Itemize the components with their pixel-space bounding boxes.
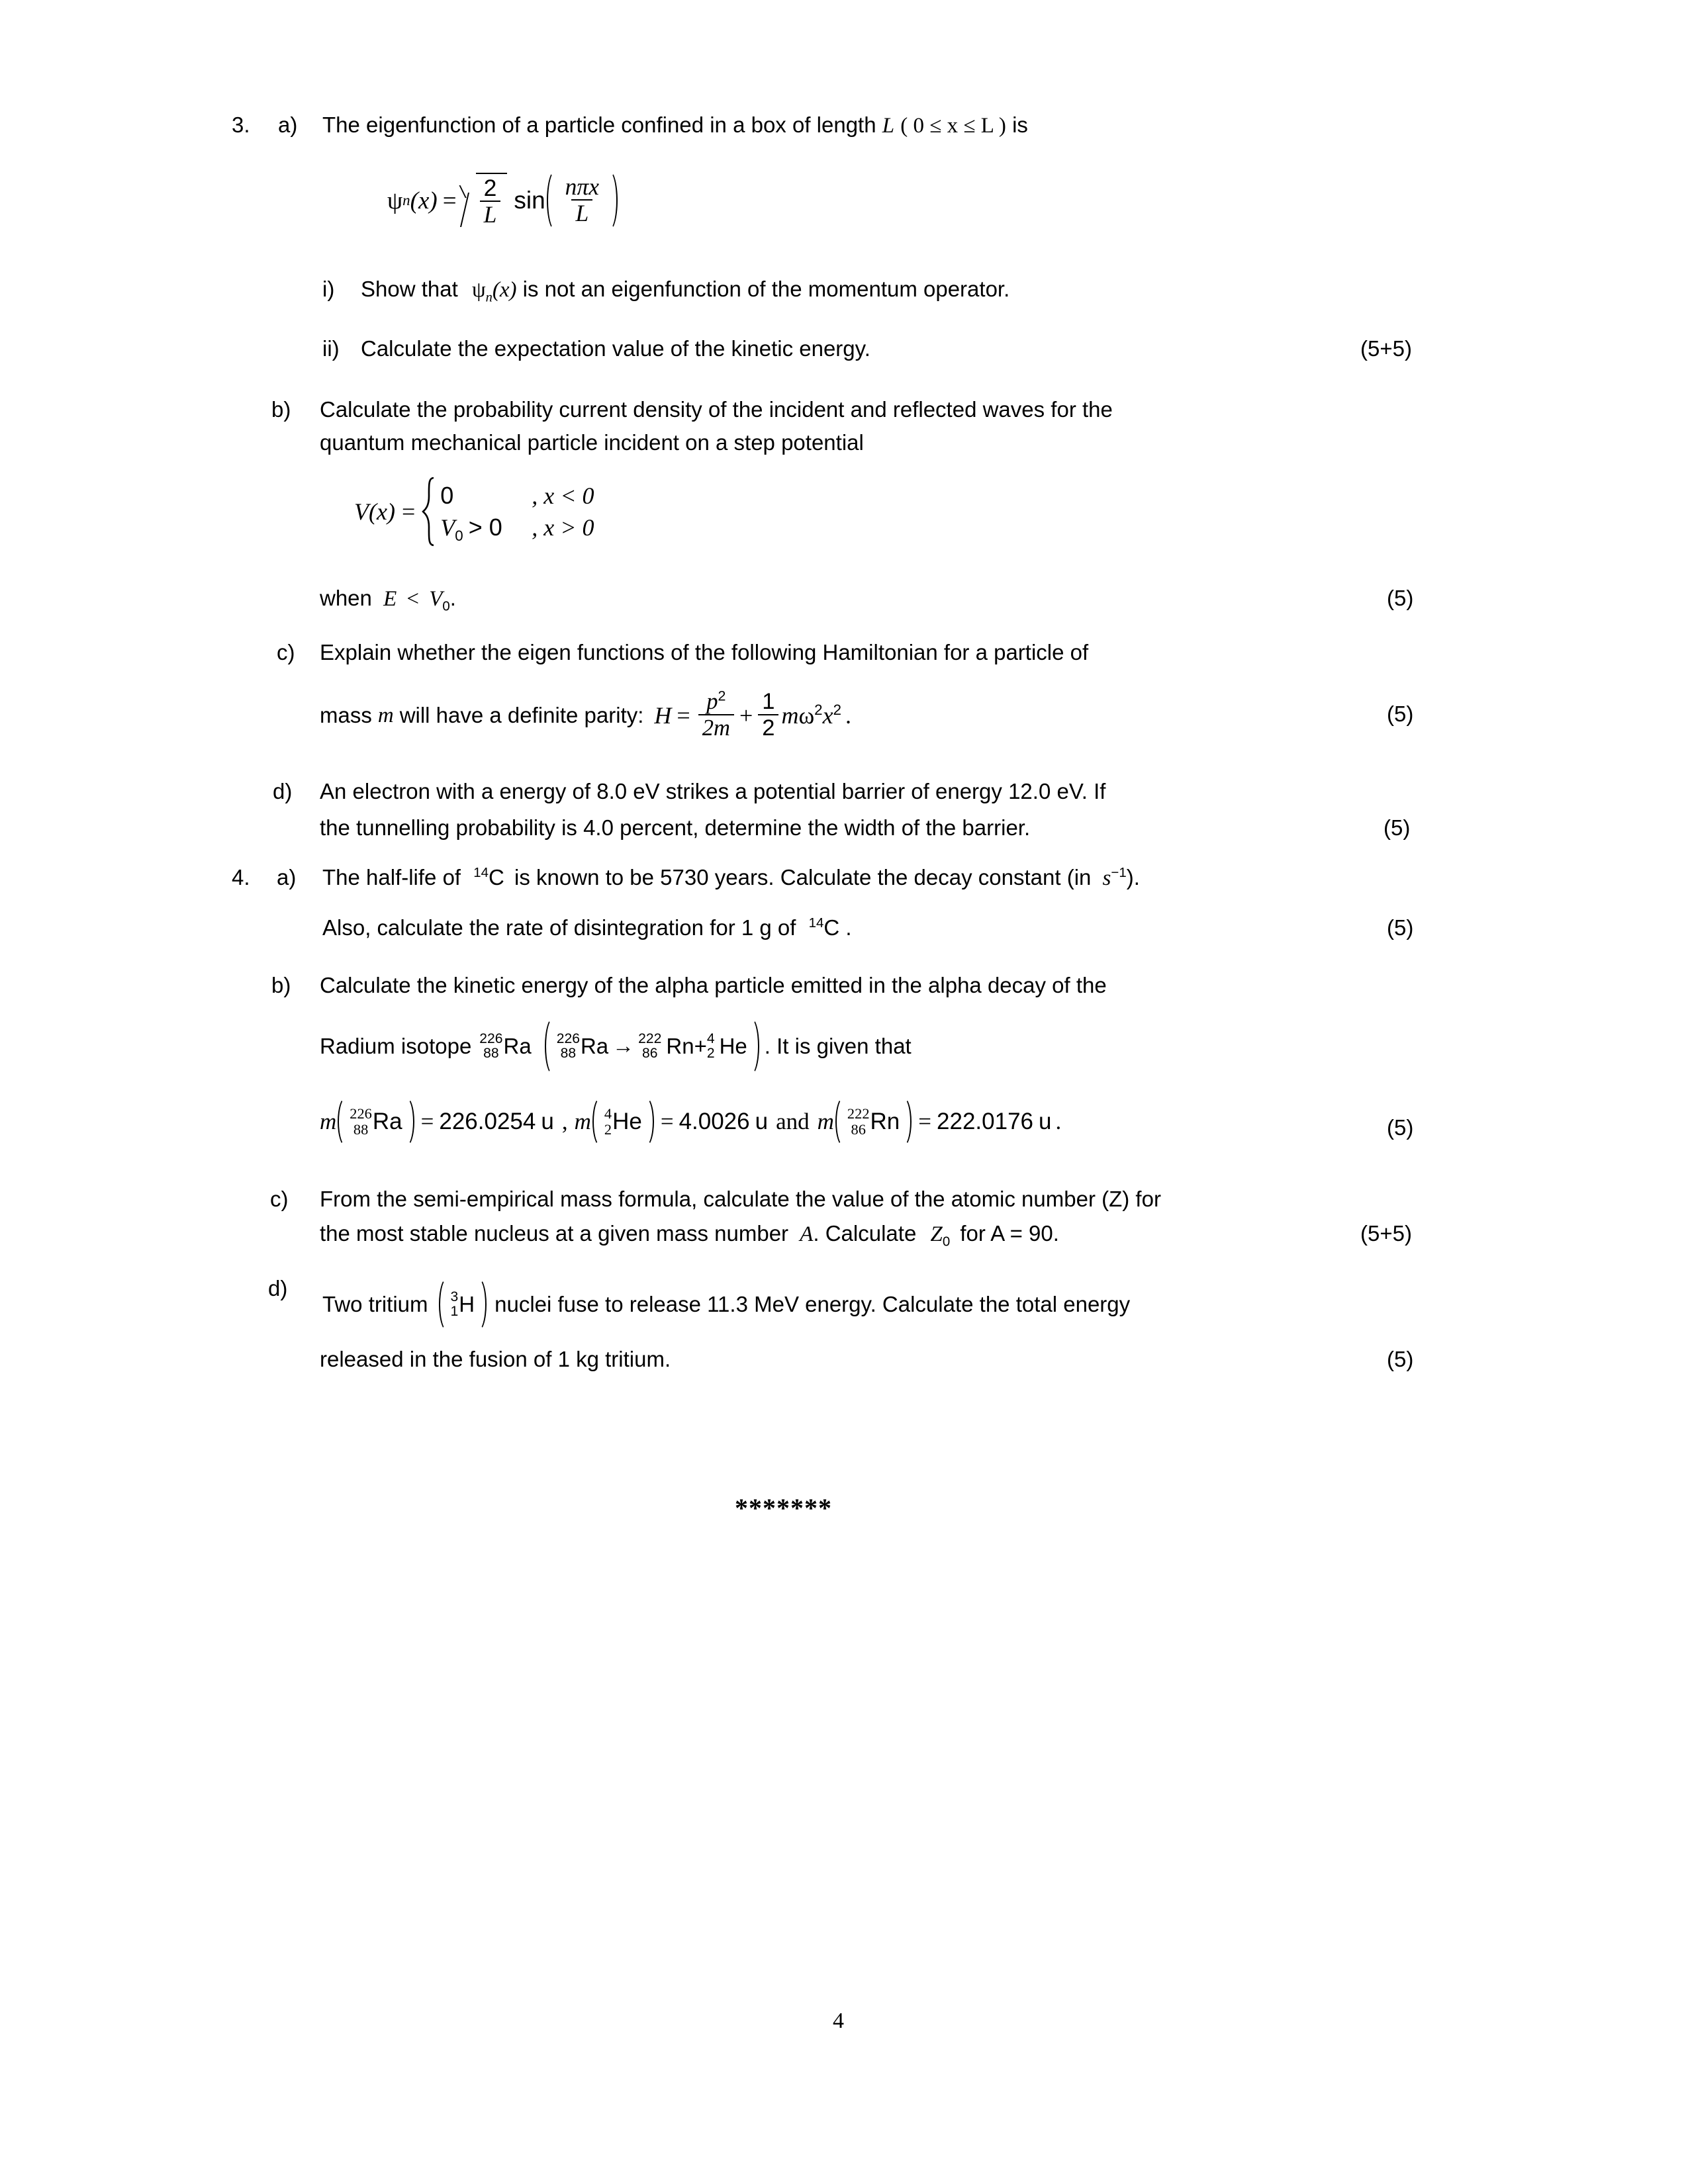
question-4-part-b-label: b)	[271, 973, 291, 997]
isotope-he-4-product: 4 2 He	[706, 1030, 747, 1061]
sin-function: sin	[514, 187, 545, 214]
fraction-npix-over-L: $\frac{\text{nπx}}{L}$	[565, 173, 599, 227]
question-3a-text	[322, 113, 1028, 138]
question-3-part-c-label: c)	[277, 640, 295, 664]
hamiltonian-formula: H = $\frac{p^2}{2m}$ + $\frac{1}{2}$ $m\omega^2x^2$ .	[654, 688, 851, 741]
question-4c-marks: (5+5)	[1360, 1221, 1412, 1246]
left-paren-icon	[545, 169, 556, 232]
question-3d-line1: An electron with a energy of 8.0 eV strikes a potential barrier of energy 12.0 eV. If	[320, 779, 1106, 803]
left-paren-icon	[543, 1016, 554, 1077]
left-paren-icon	[438, 1276, 448, 1333]
fraction-p2-over-2m: $\frac{p^2}{2m}$	[698, 690, 734, 741]
isotope-ra-226-mass: 226 88 Ra	[350, 1105, 402, 1138]
question-3-part-d-label: d)	[273, 779, 293, 803]
question-4c-line2: the most stable nucleus at a given mass number A. Calculate $Z_0$ for A = 90.	[320, 1221, 1059, 1250]
isotope-radium-226: 226 88 Ra	[479, 1030, 532, 1061]
Z-naught-symbol: Z	[930, 1222, 943, 1246]
question-3a-i-label: i)	[322, 277, 335, 301]
question-4a-line2: Also, calculate the rate of disintegration for 1 g of $^{14}$C .	[322, 915, 852, 940]
q4b-mass-values: m 226 88 Ra = 226.0254 u , m 4 2 He = 4.0026 u and m 222 86 Rn = 222.0176 u .	[320, 1095, 1061, 1148]
question-4a-line1: The half-life of $^{14}$C is known to be 5730 years. Calculate the decay constant (in $s^{-1}$).	[322, 865, 1140, 890]
q3ai-text-before: Show that	[361, 277, 458, 301]
isotope-rn-222-mass: 222 86 Rn	[847, 1105, 900, 1138]
question-4d-marks: (5)	[1387, 1347, 1414, 1371]
question-3b-line2: quantum mechanical particle incident on a step potential	[320, 430, 864, 455]
isotope-rn-222-product: 222 86 Rn	[638, 1030, 694, 1061]
q3ai-psi: ψ	[471, 278, 486, 302]
q3b-step-potential-formula	[354, 477, 594, 547]
tritium-parens	[438, 1276, 489, 1333]
alpha-decay-reaction	[554, 1032, 750, 1062]
question-4a-marks: (5)	[1387, 915, 1414, 940]
question-3a-ii-label: ii)	[322, 336, 340, 361]
question-4-part-a-label: a)	[277, 865, 297, 889]
right-paren-icon	[750, 1016, 761, 1077]
page-number: 4	[833, 2009, 844, 2033]
q3a-tail: is	[1012, 113, 1028, 137]
q3a-length-var: L	[882, 114, 895, 138]
isotope-ra-226-reactant: 226 88 Ra	[556, 1030, 609, 1061]
psi-argument: (x)	[410, 187, 438, 214]
right-paren-icon	[477, 1276, 488, 1333]
question-4b-line2: Radium isotope 226 88 Ra 226 88 Ra → 222 86 Rn + 4 2 He . It is given that	[320, 1016, 912, 1077]
question-4-part-c-label: c)	[270, 1187, 289, 1211]
q3a-sentence: The eigenfunction of a particle confined in a box of length	[322, 113, 876, 137]
section-end-separator: *******	[735, 1493, 832, 1523]
piecewise-row-2: $V_0 > 0$ , x > 0	[440, 514, 594, 545]
psi-symbol: ψ	[387, 187, 403, 214]
q3a-range: ( 0 ≤ x ≤ L )	[900, 114, 1006, 138]
sin-argument-parens	[545, 169, 619, 232]
question-3d-line2: the tunnelling probability is 4.0 percent, determine the width of the barrier.	[320, 815, 1031, 840]
carbon-14-isotope-1: $^{14}$C	[473, 865, 504, 889]
isotope-tritium-3H: 3 1 H	[450, 1289, 475, 1319]
sqrt-two-over-L	[462, 173, 508, 228]
left-paren-icon	[336, 1095, 347, 1148]
question-3b-marks: (5)	[1387, 586, 1414, 610]
question-3d-marks: (5)	[1383, 815, 1411, 840]
mass-he-parens	[591, 1095, 655, 1148]
question-4c-line1: From the semi-empirical mass formula, calculate the value of the atomic number (Z) for	[320, 1187, 1161, 1211]
right-paren-icon	[902, 1095, 913, 1148]
V-of-x: V(x)	[354, 498, 395, 525]
question-3a-marks: (5+5)	[1360, 336, 1412, 361]
question-3-number: 3.	[232, 113, 250, 137]
fraction-1-over-2: $\frac{1}{2}$	[758, 690, 778, 741]
piecewise-equals: =	[401, 498, 416, 525]
psi-equals: =	[442, 187, 457, 214]
question-3b-when: when $E < V_0$.	[320, 586, 456, 614]
mass-rn-parens	[834, 1095, 913, 1148]
question-3b-line1: Calculate the probability current density of the incident and reflected waves for the	[320, 397, 1113, 422]
q3ai-psi-sub: n	[485, 290, 492, 305]
question-3c-line1: Explain whether the eigen functions of the following Hamiltonian for a particle of	[320, 640, 1089, 664]
q3ai-psi-arg: (x)	[492, 278, 517, 302]
question-3a-i-text	[361, 277, 1010, 305]
q3a-eigenfunction-formula: ψ n (x) = $\frac{2}{L}$ sin $\frac{\text{nπx}}{L}$	[387, 169, 619, 232]
question-3a-ii-text: Calculate the expectation value of the kinetic energy.	[361, 336, 870, 361]
right-paren-icon	[405, 1095, 416, 1148]
question-3-part-a-label: a)	[278, 113, 298, 137]
piecewise-row-1: 0 , x < 0	[440, 481, 594, 509]
decay-reaction-parens	[543, 1016, 761, 1077]
radical-sign-icon	[462, 173, 475, 228]
question-4-part-d-label: d)	[268, 1276, 288, 1300]
mass-ra-parens	[336, 1095, 415, 1148]
right-paren-icon	[608, 169, 619, 232]
piecewise-cases	[422, 477, 594, 547]
question-4-number: 4.	[232, 865, 250, 889]
question-4d-line1: Two tritium 3 1 H nuclei fuse to release 11.3 MeV energy. Calculate the total energy	[322, 1276, 1130, 1333]
question-4b-line1: Calculate the kinetic energy of the alpha particle emitted in the alpha decay of the	[320, 973, 1107, 997]
question-3c-line2: mass m will have a definite parity: H = $\frac{p^2}{2m}$ + $\frac{1}{2}$ $m\omega^2x^2$ .	[320, 688, 851, 741]
left-paren-icon	[591, 1095, 602, 1148]
question-4d-line2: released in the fusion of 1 kg tritium.	[320, 1347, 671, 1371]
reaction-arrow-icon: →	[612, 1034, 635, 1058]
reaction-plus: +	[694, 1034, 707, 1058]
q3ai-text-after: is not an eigenfunction of the momentum operator.	[522, 277, 1010, 301]
carbon-14-isotope-2: $^{14}$C	[808, 915, 840, 940]
left-paren-icon	[834, 1095, 845, 1148]
fraction-2-over-L: $\frac{2}{L}$	[480, 175, 501, 228]
question-3-part-b-label: b)	[271, 397, 291, 422]
question-4b-marks: (5)	[1387, 1115, 1414, 1140]
right-paren-icon	[645, 1095, 655, 1148]
question-3c-marks: (5)	[1387, 702, 1414, 726]
isotope-he-4-mass: 4 2 He	[604, 1105, 642, 1138]
curly-brace-icon	[422, 477, 436, 547]
